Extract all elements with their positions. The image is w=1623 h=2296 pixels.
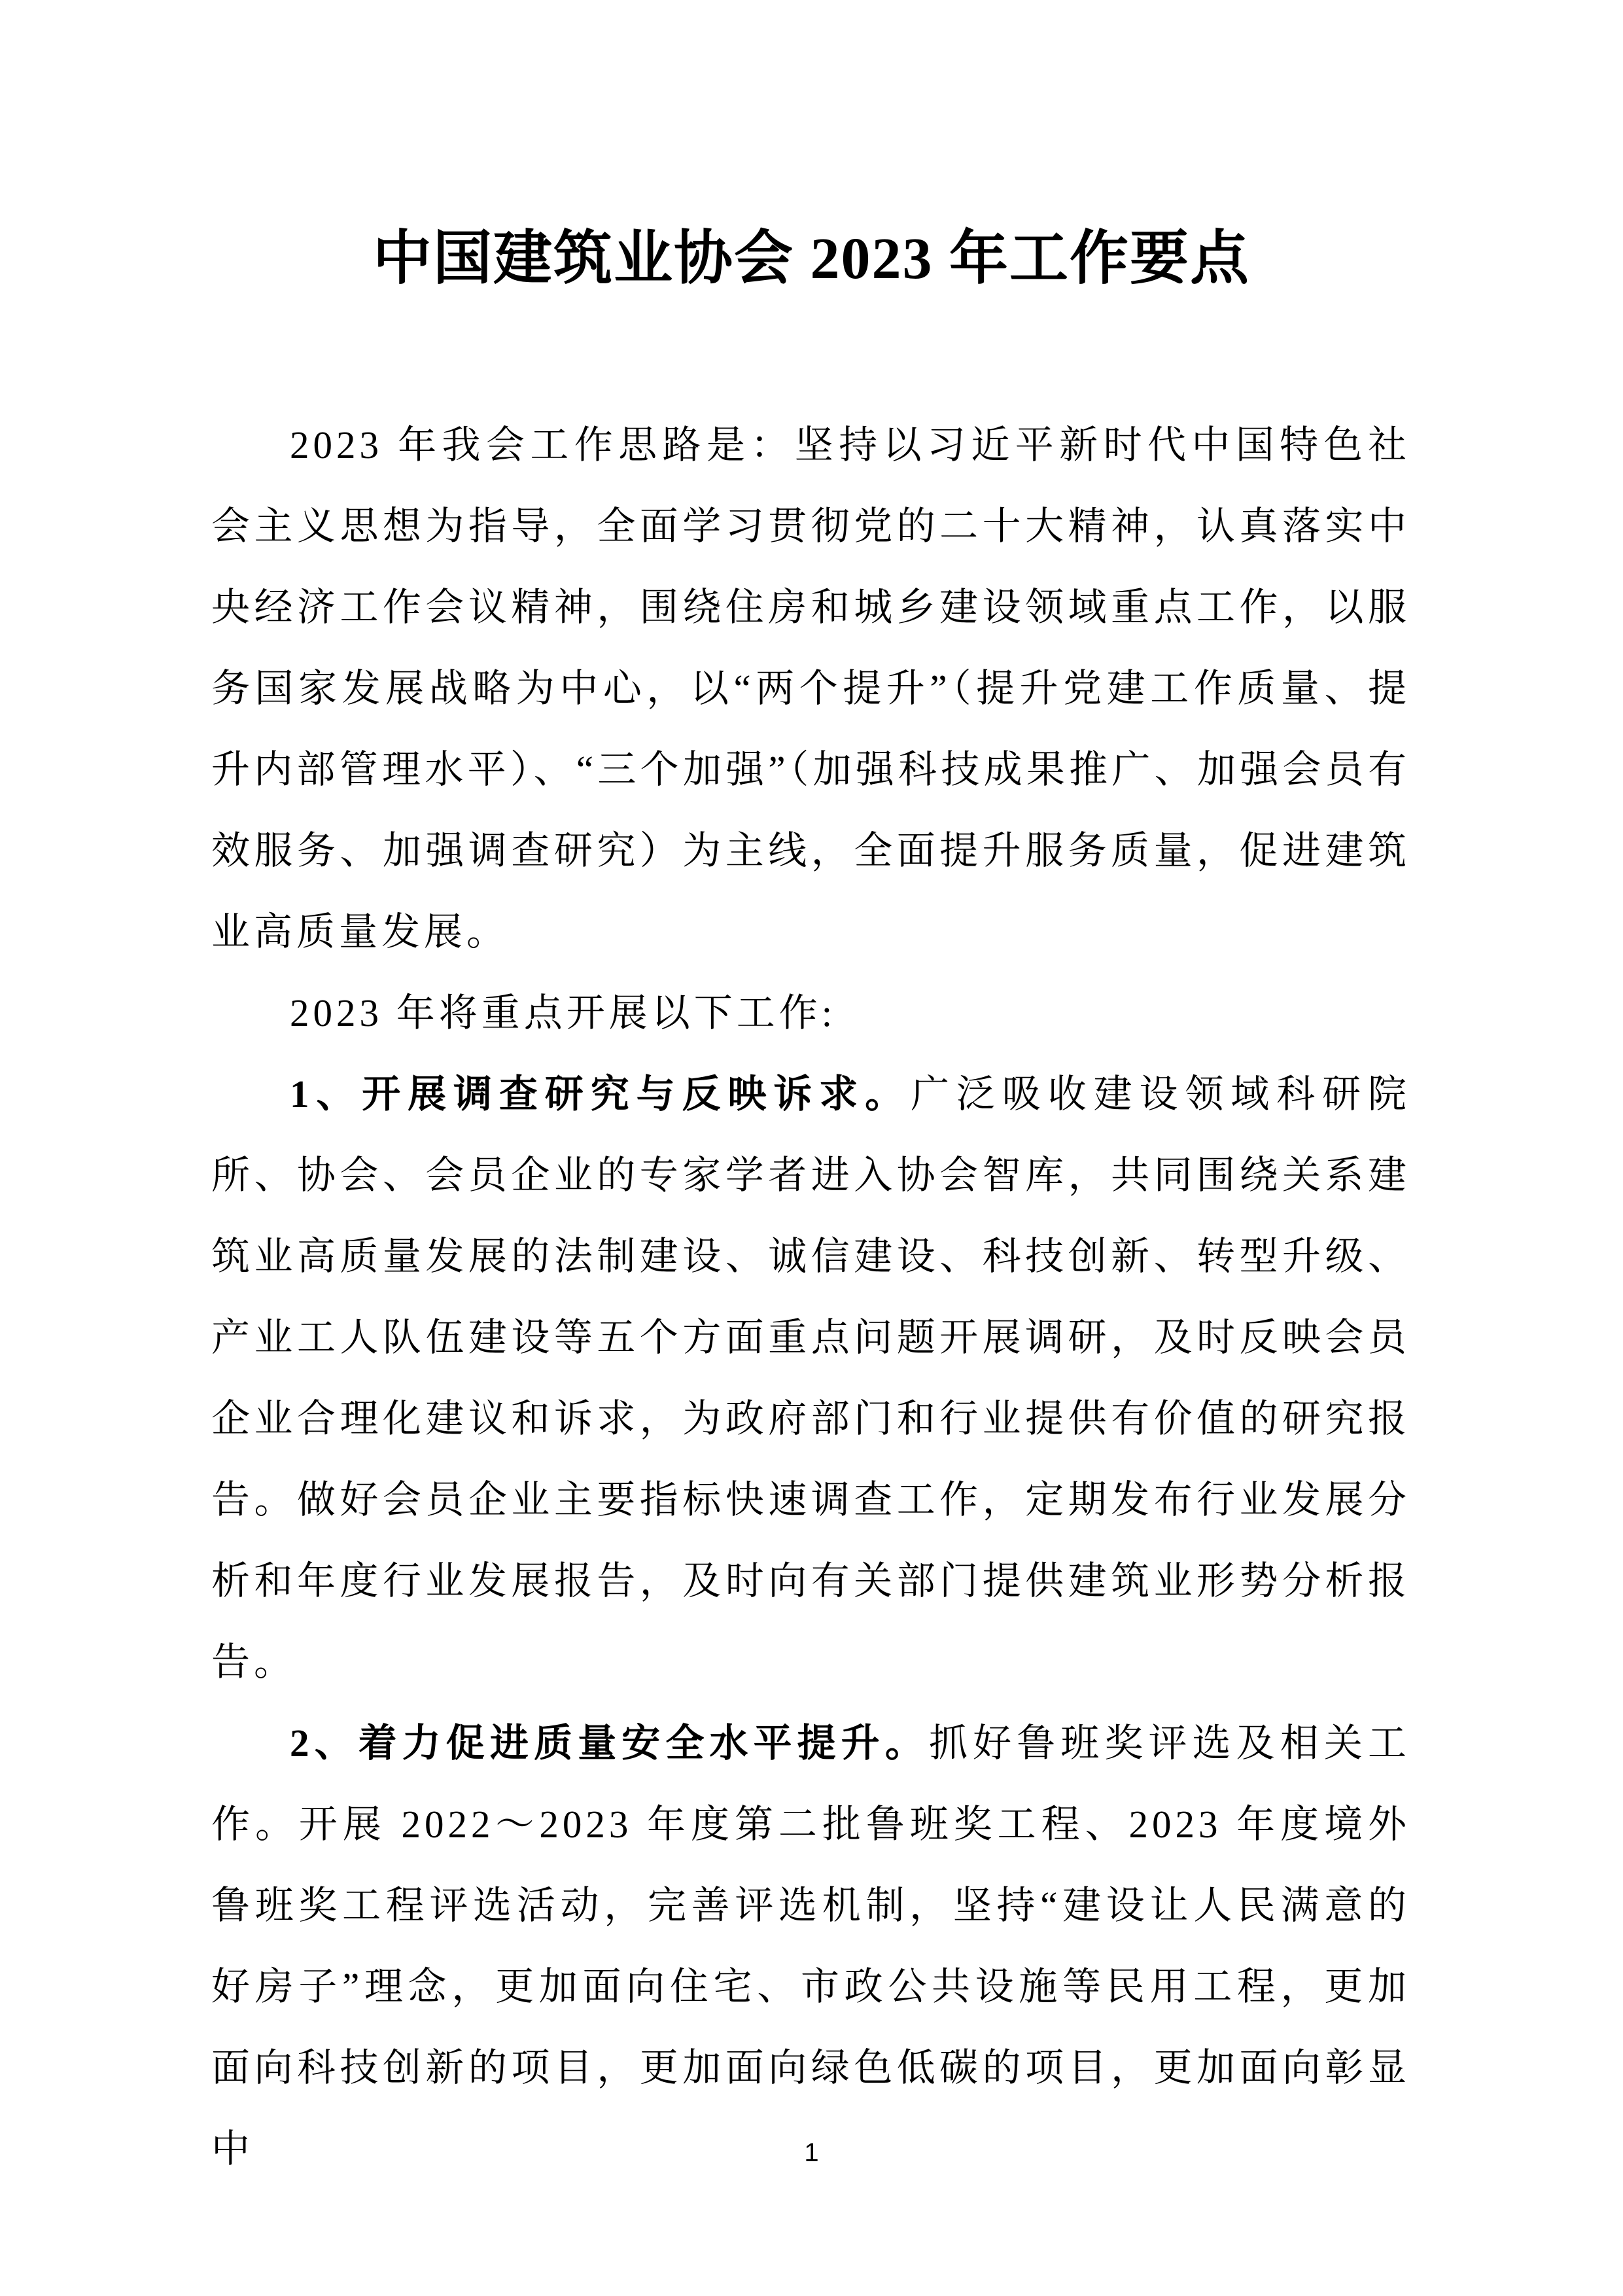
paragraph-text: 2023 年将重点开展以下工作:: [290, 991, 837, 1034]
paragraph-text: 2023 年我会工作思路是：坚持以习近平新时代中国特色社会主义思想为指导，全面学习贯彻党的二十大精神，认真落实中央经济工作会议精神，围绕住房和城乡建设领域重点工作，以服务国家发展战略为中心，以“两个提升”（提升党建工作质量、提升内部管理水平）、“三个加强”（加强科技成果推广、加强会员有效服务、加强调查研究）为主线，全面提升服务质量，促进建筑业高质量发展。: [211, 423, 1410, 953]
paragraph-text: 广泛吸收建设领域科研院所、协会、会员企业的专家学者进入协会智库，共同围绕关系建筑业高质量发展的法制建设、诚信建设、科技创新、转型升级、产业工人队伍建设等五个方面重点问题开展调研，及时反映会员企业合理化建议和诉求，为政府部门和行业提供有价值的研究报告。做好会员企业主要指标快速调查工作，定期发布行业发展分析和年度行业发展报告，及时向有关部门提供建筑业形势分析报告。: [211, 1072, 1410, 1684]
paragraph: [211, 1703, 1410, 2189]
paragraph: [211, 1053, 1410, 1703]
paragraph-lead: 1、开展调查研究与反映诉求。: [290, 1072, 911, 1116]
paragraph-text: 抓好鲁班奖评选及相关工作。开展 2022～2023 年度第二批鲁班奖工程、2023 年度境外鲁班奖工程评选活动，完善评选机制，坚持“建设让人民满意的好房子”理念，更加面向住宅、市政公共设施等民用工程，更加面向科技创新的项目，更加面向绿色低碳的项目，更加面向彰显中: [211, 1722, 1410, 2170]
page-title: 中国建筑业协会 2023 年工作要点: [373, 226, 1250, 291]
page-number: 1: [804, 2138, 819, 2167]
paragraph: [211, 404, 1410, 972]
paragraph-lead: 2、着力促进质量安全水平提升。: [290, 1722, 929, 1765]
document-body: [211, 404, 1410, 2189]
paragraph: [211, 972, 1410, 1053]
